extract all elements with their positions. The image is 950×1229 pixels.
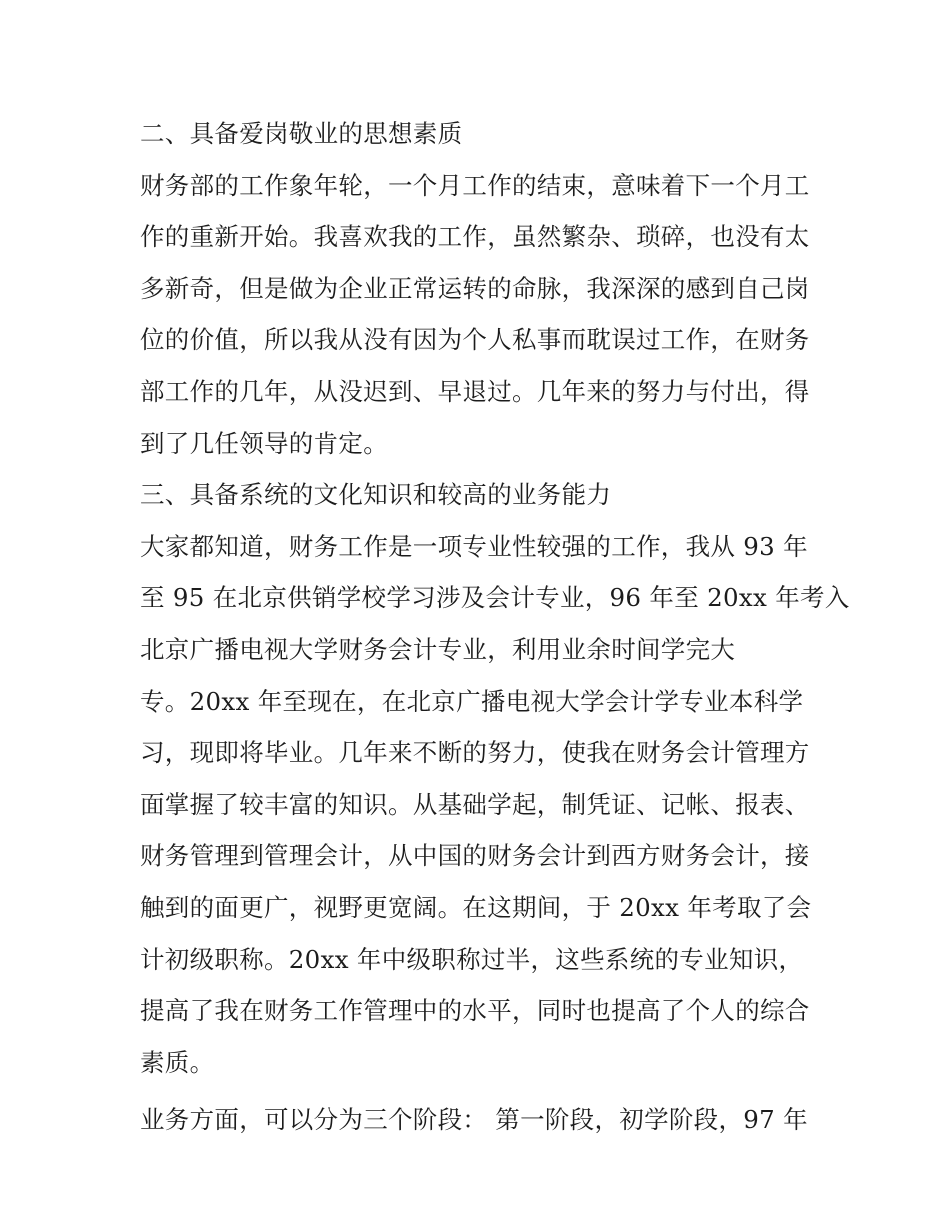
paragraph-line: 至 95 在北京供销学校学习涉及会计专业，96 年至 20xx 年考入 (140, 583, 850, 613)
paragraph-line: 面掌握了较丰富的知识。从基础学起，制凭证、记帐、报表、 (140, 789, 810, 819)
paragraph-line: 位的价值，所以我从没有因为个人私事而耽误过工作，在财务 (140, 325, 810, 355)
paragraph-line: 业务方面，可以分为三个阶段： 第一阶段，初学阶段，97 年 (140, 1105, 808, 1135)
paragraph-line: 素质。 (140, 1047, 215, 1077)
section-heading-2: 二、具备爱岗敬业的思想素质 (140, 119, 463, 148)
document-body (140, 108, 850, 1146)
paragraph-line: 大家都知道，财务工作是一项专业性较强的工作，我从 93 年 (140, 531, 808, 561)
paragraph-line: 计初级职称。20xx 年中级职称过半，这些系统的专业知识， (140, 944, 804, 974)
paragraph-line: 财务管理到管理会计，从中国的财务会计到西方财务会计，接 (140, 841, 810, 871)
paragraph-line: 财务部的工作象年轮，一个月工作的结束，意味着下一个月工 (140, 170, 810, 200)
paragraph-line: 到了几任领导的肯定。 (140, 428, 388, 458)
paragraph-line: 提高了我在财务工作管理中的水平，同时也提高了个人的综合 (140, 996, 810, 1026)
paragraph-line: 北京广播电视大学财务会计专业，利用业余时间学完大 (140, 634, 736, 664)
paragraph-line: 专。20xx 年至现在，在北京广播电视大学会计学专业本科学 (140, 686, 804, 716)
paragraph-line: 作的重新开始。我喜欢我的工作，虽然繁杂、琐碎，也没有太 (140, 222, 810, 252)
paragraph-line: 习，现即将毕业。几年来不断的努力，使我在财务会计管理方 (140, 738, 810, 768)
paragraph-line: 多新奇，但是做为企业正常运转的命脉，我深深的感到自己岗 (140, 273, 810, 303)
paragraph-line: 部工作的几年，从没迟到、早退过。几年来的努力与付出，得 (140, 376, 810, 406)
section-heading-3: 三、具备系统的文化知识和较高的业务能力 (140, 480, 612, 510)
paragraph-line: 触到的面更广，视野更宽阔。在这期间，于 20xx 年考取了会 (140, 892, 812, 922)
